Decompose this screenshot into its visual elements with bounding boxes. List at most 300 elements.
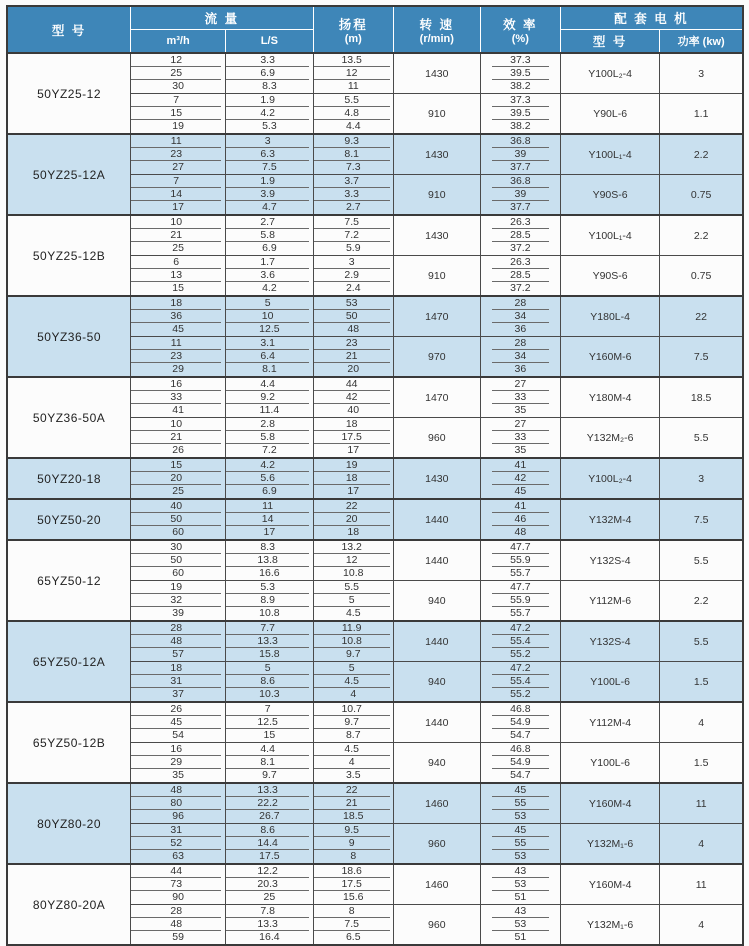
flow-ls-cell-value: 11 bbox=[226, 500, 309, 513]
flow-ls-cell-value: 26.7 bbox=[259, 810, 280, 822]
flow-m3h-cell bbox=[131, 296, 226, 310]
motor-power-cell: 2.2 bbox=[660, 215, 743, 256]
table-row bbox=[7, 53, 743, 67]
flow-ls-cell bbox=[226, 256, 314, 270]
head-cell-value: 22 bbox=[314, 500, 390, 513]
pump-model-cell: 50YZ36-50 bbox=[7, 296, 131, 377]
speed-cell: 1430 bbox=[393, 134, 480, 175]
flow-m3h-cell bbox=[131, 526, 226, 540]
flow-m3h-cell-value: 20 bbox=[131, 472, 221, 485]
head-cell-value: 40 bbox=[347, 404, 360, 416]
head-cell-value: 3.7 bbox=[314, 175, 390, 188]
head-cell-value: 10.8 bbox=[314, 635, 390, 648]
motor-power-cell: 7.5 bbox=[660, 499, 743, 540]
motor-model-cell: Y160M-4 bbox=[560, 864, 659, 905]
efficiency-cell-value: 46 bbox=[492, 513, 549, 526]
flow-m3h-cell-value: 19 bbox=[172, 120, 184, 132]
motor-model-cell: Y160M-6 bbox=[560, 337, 659, 378]
flow-ls-cell bbox=[226, 296, 314, 310]
efficiency-cell bbox=[480, 635, 560, 648]
head-cell-value: 21 bbox=[314, 350, 390, 363]
efficiency-cell-value: 27 bbox=[492, 418, 549, 431]
flow-m3h-cell bbox=[131, 431, 226, 444]
efficiency-cell-value: 35 bbox=[514, 404, 527, 416]
flow-m3h-cell-value: 25 bbox=[172, 242, 184, 254]
flow-m3h-cell-value: 60 bbox=[172, 567, 184, 579]
motor-model-cell: Y100L₂-4 bbox=[560, 458, 659, 499]
flow-m3h-cell bbox=[131, 554, 226, 567]
efficiency-cell bbox=[480, 607, 560, 621]
motor-model-cell: Y100L₂-4 bbox=[560, 53, 659, 94]
speed-cell: 1440 bbox=[393, 540, 480, 581]
efficiency-cell bbox=[480, 850, 560, 864]
efficiency-cell-value: 34 bbox=[492, 310, 549, 323]
flow-ls-cell-value: 8.1 bbox=[226, 756, 309, 769]
flow-ls-cell bbox=[226, 431, 314, 444]
motor-power-cell: 18.5 bbox=[660, 377, 743, 418]
flow-m3h-cell bbox=[131, 337, 226, 351]
speed-cell: 910 bbox=[393, 256, 480, 297]
header-motor-power bbox=[660, 30, 743, 54]
flow-m3h-cell-value: 25 bbox=[131, 67, 221, 80]
flow-ls-cell-value: 25 bbox=[263, 891, 276, 903]
flow-m3h-cell-value: 11 bbox=[131, 135, 221, 148]
flow-m3h-cell-value: 10 bbox=[131, 418, 221, 431]
flow-ls-cell-value: 2.7 bbox=[226, 216, 309, 229]
flow-ls-cell bbox=[226, 120, 314, 134]
flow-m3h-cell bbox=[131, 931, 226, 945]
efficiency-cell bbox=[480, 783, 560, 797]
head-cell bbox=[313, 554, 393, 567]
efficiency-cell-value: 26.3 bbox=[492, 216, 549, 229]
efficiency-cell bbox=[480, 444, 560, 458]
flow-m3h-cell bbox=[131, 567, 226, 581]
flow-ls-cell bbox=[226, 350, 314, 363]
pump-model-cell: 65YZ50-12A bbox=[7, 621, 131, 702]
flow-ls-cell-value: 8.1 bbox=[262, 363, 277, 375]
efficiency-cell bbox=[480, 404, 560, 418]
flow-m3h-cell bbox=[131, 621, 226, 635]
speed-cell: 970 bbox=[393, 337, 480, 378]
flow-ls-cell-value: 10.3 bbox=[259, 688, 280, 700]
flow-ls-cell-value: 10 bbox=[226, 310, 309, 323]
efficiency-cell-value: 53 bbox=[492, 918, 549, 931]
flow-m3h-cell-value: 30 bbox=[131, 541, 221, 554]
motor-model-cell: Y180M-4 bbox=[560, 377, 659, 418]
efficiency-cell-value: 33 bbox=[492, 431, 549, 444]
flow-ls-cell-value: 8.3 bbox=[262, 80, 277, 92]
flow-m3h-cell-value: 73 bbox=[131, 878, 221, 891]
efficiency-cell-value: 47.7 bbox=[492, 541, 549, 554]
flow-ls-cell-value: 3.9 bbox=[226, 188, 309, 201]
flow-ls-cell-value: 14.4 bbox=[226, 837, 309, 850]
flow-ls-cell-value: 4.2 bbox=[262, 282, 277, 294]
efficiency-cell bbox=[480, 878, 560, 891]
flow-ls-cell bbox=[226, 797, 314, 810]
flow-m3h-cell-value: 23 bbox=[131, 350, 221, 363]
flow-ls-cell bbox=[226, 716, 314, 729]
motor-power-cell: 4 bbox=[660, 905, 743, 946]
flow-m3h-cell-value: 7 bbox=[131, 94, 221, 107]
efficiency-cell bbox=[480, 215, 560, 229]
motor-power-cell: 3 bbox=[660, 53, 743, 94]
efficiency-cell-value: 55 bbox=[492, 797, 549, 810]
table-row bbox=[7, 783, 743, 797]
header-flow-m3h-label: m³/h bbox=[166, 35, 190, 47]
flow-ls-cell-value: 12.5 bbox=[259, 323, 280, 335]
motor-power-cell: 4 bbox=[660, 824, 743, 865]
flow-ls-cell-value: 11.4 bbox=[259, 404, 280, 416]
flow-m3h-cell-value: 23 bbox=[131, 148, 221, 161]
efficiency-cell-value: 28.5 bbox=[492, 229, 549, 242]
speed-cell: 1460 bbox=[393, 783, 480, 824]
efficiency-cell-value: 33 bbox=[492, 391, 549, 404]
efficiency-cell-value: 46.8 bbox=[492, 743, 549, 756]
flow-m3h-cell-value: 27 bbox=[172, 161, 184, 173]
flow-m3h-cell-value: 16 bbox=[131, 378, 221, 391]
head-cell-value: 11 bbox=[347, 80, 359, 92]
efficiency-cell-value: 37.7 bbox=[510, 201, 531, 213]
motor-model-cell: Y100L₁-4 bbox=[560, 215, 659, 256]
efficiency-cell bbox=[480, 716, 560, 729]
efficiency-cell-value: 36 bbox=[514, 363, 527, 375]
efficiency-cell bbox=[480, 526, 560, 540]
flow-ls-cell bbox=[226, 621, 314, 635]
flow-ls-cell bbox=[226, 485, 314, 499]
speed-cell: 1430 bbox=[393, 53, 480, 94]
flow-m3h-cell-value: 30 bbox=[172, 80, 184, 92]
head-cell-value: 12 bbox=[314, 554, 390, 567]
efficiency-cell bbox=[480, 594, 560, 607]
efficiency-cell-value: 55.9 bbox=[492, 594, 549, 607]
head-cell-value: 15.6 bbox=[343, 891, 364, 903]
head-cell bbox=[313, 418, 393, 432]
efficiency-cell bbox=[480, 688, 560, 702]
flow-ls-cell-value: 22.2 bbox=[226, 797, 309, 810]
flow-ls-cell bbox=[226, 810, 314, 824]
flow-m3h-cell-value: 32 bbox=[131, 594, 221, 607]
efficiency-cell bbox=[480, 337, 560, 351]
head-cell-value: 42 bbox=[314, 391, 390, 404]
flow-m3h-cell bbox=[131, 607, 226, 621]
head-cell-value: 53 bbox=[314, 297, 390, 310]
head-cell bbox=[313, 891, 393, 905]
head-cell bbox=[313, 918, 393, 931]
head-cell-value: 18 bbox=[314, 418, 390, 431]
flow-ls-cell bbox=[226, 215, 314, 229]
head-cell-value: 4.4 bbox=[345, 120, 361, 132]
efficiency-cell bbox=[480, 175, 560, 189]
efficiency-cell bbox=[480, 323, 560, 337]
flow-ls-cell bbox=[226, 905, 314, 919]
efficiency-cell bbox=[480, 431, 560, 444]
head-cell-value: 18 bbox=[314, 472, 390, 485]
flow-m3h-cell-value: 44 bbox=[131, 865, 221, 878]
pump-model-cell: 65YZ50-12 bbox=[7, 540, 131, 621]
flow-ls-cell bbox=[226, 540, 314, 554]
head-cell bbox=[313, 810, 393, 824]
efficiency-cell bbox=[480, 67, 560, 80]
efficiency-cell bbox=[480, 554, 560, 567]
flow-ls-cell-value: 5.8 bbox=[226, 431, 309, 444]
motor-power-cell: 0.75 bbox=[660, 256, 743, 297]
efficiency-cell bbox=[480, 769, 560, 783]
efficiency-cell-value: 55.4 bbox=[492, 675, 549, 688]
flow-m3h-cell bbox=[131, 756, 226, 769]
table-row bbox=[7, 458, 743, 472]
head-cell bbox=[313, 864, 393, 878]
flow-m3h-cell bbox=[131, 201, 226, 215]
head-cell-value: 4.5 bbox=[345, 607, 361, 619]
flow-ls-cell-value: 3 bbox=[226, 135, 309, 148]
efficiency-cell bbox=[480, 377, 560, 391]
flow-ls-cell-value: 7.5 bbox=[262, 161, 277, 173]
head-cell bbox=[313, 94, 393, 108]
efficiency-cell-value: 26.3 bbox=[492, 256, 549, 269]
motor-model-cell: Y132M-4 bbox=[560, 499, 659, 540]
efficiency-cell bbox=[480, 743, 560, 757]
table-row bbox=[7, 702, 743, 716]
flow-ls-cell-value: 9.7 bbox=[262, 769, 277, 781]
pump-model-cell: 50YZ25-12 bbox=[7, 53, 131, 134]
efficiency-cell-value: 42 bbox=[492, 472, 549, 485]
flow-m3h-cell bbox=[131, 716, 226, 729]
efficiency-cell bbox=[480, 120, 560, 134]
head-cell-value: 20 bbox=[314, 513, 390, 526]
head-cell bbox=[313, 797, 393, 810]
flow-ls-cell-value: 10.8 bbox=[259, 607, 280, 619]
flow-ls-cell bbox=[226, 662, 314, 676]
motor-power-cell: 5.5 bbox=[660, 540, 743, 581]
efficiency-cell bbox=[480, 824, 560, 838]
flow-ls-cell bbox=[226, 269, 314, 282]
flow-m3h-cell-value: 37 bbox=[172, 688, 184, 700]
flow-ls-cell-value: 7 bbox=[226, 703, 309, 716]
efficiency-cell-value: 41 bbox=[492, 500, 549, 513]
efficiency-cell bbox=[480, 621, 560, 635]
flow-m3h-cell-value: 45 bbox=[172, 323, 184, 335]
flow-m3h-cell bbox=[131, 581, 226, 595]
flow-m3h-cell bbox=[131, 229, 226, 242]
head-cell-value: 9.7 bbox=[314, 716, 390, 729]
flow-ls-cell-value: 14 bbox=[226, 513, 309, 526]
efficiency-cell-value: 53 bbox=[514, 810, 527, 822]
efficiency-cell-value: 39.5 bbox=[492, 67, 549, 80]
motor-power-cell: 1.1 bbox=[660, 94, 743, 135]
head-cell bbox=[313, 53, 393, 67]
efficiency-cell-value: 51 bbox=[514, 891, 527, 903]
head-cell bbox=[313, 431, 393, 444]
head-cell bbox=[313, 540, 393, 554]
head-cell bbox=[313, 161, 393, 175]
head-cell bbox=[313, 485, 393, 499]
flow-m3h-cell bbox=[131, 107, 226, 120]
head-cell-value: 2.4 bbox=[345, 282, 361, 294]
flow-ls-cell bbox=[226, 134, 314, 148]
flow-m3h-cell bbox=[131, 161, 226, 175]
flow-ls-cell bbox=[226, 161, 314, 175]
efficiency-cell-value: 55.2 bbox=[510, 648, 531, 660]
flow-m3h-cell bbox=[131, 188, 226, 201]
flow-m3h-cell-value: 26 bbox=[131, 703, 221, 716]
head-cell-value: 7.2 bbox=[314, 229, 390, 242]
head-cell bbox=[313, 607, 393, 621]
efficiency-cell bbox=[480, 837, 560, 850]
flow-ls-cell bbox=[226, 648, 314, 662]
head-cell bbox=[313, 581, 393, 595]
flow-ls-cell-value: 15 bbox=[263, 729, 276, 741]
flow-m3h-cell bbox=[131, 837, 226, 850]
flow-m3h-cell bbox=[131, 729, 226, 743]
efficiency-cell bbox=[480, 53, 560, 67]
head-cell bbox=[313, 702, 393, 716]
flow-m3h-cell-value: 21 bbox=[131, 431, 221, 444]
head-cell-value: 6.5 bbox=[345, 931, 361, 943]
head-cell bbox=[313, 769, 393, 783]
head-cell bbox=[313, 472, 393, 485]
efficiency-cell bbox=[480, 161, 560, 175]
flow-m3h-cell bbox=[131, 350, 226, 363]
flow-ls-cell bbox=[226, 783, 314, 797]
flow-ls-cell bbox=[226, 554, 314, 567]
flow-ls-cell bbox=[226, 444, 314, 458]
head-cell-value: 5 bbox=[314, 662, 390, 675]
flow-ls-cell bbox=[226, 594, 314, 607]
flow-m3h-cell-value: 6 bbox=[131, 256, 221, 269]
flow-ls-cell bbox=[226, 391, 314, 404]
speed-cell: 1470 bbox=[393, 377, 480, 418]
head-cell-value: 9.7 bbox=[345, 648, 361, 660]
pump-model-cell: 50YZ36-50A bbox=[7, 377, 131, 458]
efficiency-cell-value: 55 bbox=[492, 837, 549, 850]
pump-model-cell: 65YZ50-12B bbox=[7, 702, 131, 783]
flow-ls-cell-value: 4.2 bbox=[226, 107, 309, 120]
head-cell-value: 3.5 bbox=[345, 769, 361, 781]
flow-ls-cell bbox=[226, 635, 314, 648]
flow-m3h-cell bbox=[131, 53, 226, 67]
header-efficiency bbox=[480, 6, 560, 53]
efficiency-cell bbox=[480, 458, 560, 472]
flow-ls-cell bbox=[226, 581, 314, 595]
efficiency-cell-value: 47.2 bbox=[492, 662, 549, 675]
table-row bbox=[7, 296, 743, 310]
head-cell bbox=[313, 756, 393, 769]
flow-ls-cell bbox=[226, 404, 314, 418]
flow-ls-cell bbox=[226, 702, 314, 716]
flow-m3h-cell-value: 7 bbox=[131, 175, 221, 188]
head-cell bbox=[313, 404, 393, 418]
flow-m3h-cell-value: 14 bbox=[131, 188, 221, 201]
flow-m3h-cell bbox=[131, 702, 226, 716]
efficiency-cell bbox=[480, 567, 560, 581]
motor-power-cell: 4 bbox=[660, 702, 743, 743]
flow-m3h-cell bbox=[131, 134, 226, 148]
flow-m3h-cell-value: 57 bbox=[172, 648, 184, 660]
flow-m3h-cell bbox=[131, 743, 226, 757]
head-cell-value: 50 bbox=[314, 310, 390, 323]
head-cell-value: 17 bbox=[347, 444, 360, 456]
flow-m3h-cell bbox=[131, 688, 226, 702]
flow-m3h-cell-value: 29 bbox=[172, 363, 184, 375]
efficiency-cell bbox=[480, 648, 560, 662]
efficiency-cell-value: 45 bbox=[492, 824, 549, 837]
flow-m3h-cell bbox=[131, 662, 226, 676]
efficiency-cell bbox=[480, 94, 560, 108]
flow-ls-cell-value: 3.3 bbox=[226, 54, 309, 67]
head-cell-value: 4.5 bbox=[314, 675, 390, 688]
flow-ls-cell-value: 13.8 bbox=[226, 554, 309, 567]
motor-power-cell: 2.2 bbox=[660, 134, 743, 175]
motor-power-cell: 0.75 bbox=[660, 175, 743, 216]
head-cell bbox=[313, 824, 393, 838]
flow-m3h-cell bbox=[131, 120, 226, 134]
flow-m3h-cell-value: 50 bbox=[131, 554, 221, 567]
flow-ls-cell bbox=[226, 878, 314, 891]
flow-ls-cell bbox=[226, 418, 314, 432]
efficiency-cell bbox=[480, 296, 560, 310]
motor-model-cell: Y132M₁-6 bbox=[560, 824, 659, 865]
flow-ls-cell bbox=[226, 769, 314, 783]
head-cell bbox=[313, 256, 393, 270]
header-head bbox=[313, 6, 393, 53]
flow-ls-cell bbox=[226, 513, 314, 526]
flow-m3h-cell bbox=[131, 363, 226, 377]
speed-cell: 960 bbox=[393, 418, 480, 459]
flow-ls-cell bbox=[226, 472, 314, 485]
speed-cell: 940 bbox=[393, 581, 480, 622]
flow-m3h-cell bbox=[131, 513, 226, 526]
motor-model-cell: Y100L₁-4 bbox=[560, 134, 659, 175]
flow-ls-cell-value: 13.3 bbox=[226, 635, 309, 648]
flow-m3h-cell bbox=[131, 540, 226, 554]
flow-ls-cell bbox=[226, 756, 314, 769]
efficiency-cell bbox=[480, 729, 560, 743]
pump-model-cell: 80YZ80-20A bbox=[7, 864, 131, 945]
pump-model-cell: 50YZ25-12A bbox=[7, 134, 131, 215]
flow-ls-cell-value: 12.5 bbox=[226, 716, 309, 729]
header-efficiency-unit: (%) bbox=[511, 32, 529, 45]
efficiency-cell-value: 47.7 bbox=[492, 581, 549, 594]
efficiency-cell bbox=[480, 188, 560, 201]
flow-m3h-cell bbox=[131, 80, 226, 94]
head-cell bbox=[313, 323, 393, 337]
motor-model-cell: Y180L-4 bbox=[560, 296, 659, 337]
flow-ls-cell-value: 13.3 bbox=[226, 918, 309, 931]
pump-table-body bbox=[7, 53, 743, 945]
efficiency-cell-value: 48 bbox=[514, 526, 527, 538]
flow-ls-cell bbox=[226, 175, 314, 189]
header-flow-ls bbox=[226, 30, 314, 54]
header-motor: 配 套 电 机 bbox=[560, 6, 743, 30]
head-cell-value: 21 bbox=[314, 797, 390, 810]
head-cell bbox=[313, 269, 393, 282]
head-cell bbox=[313, 648, 393, 662]
flow-m3h-cell-value: 12 bbox=[131, 54, 221, 67]
flow-ls-cell-value: 1.9 bbox=[226, 94, 309, 107]
flow-ls-cell-value: 8.6 bbox=[226, 824, 309, 837]
efficiency-cell-value: 47.2 bbox=[492, 622, 549, 635]
flow-m3h-cell-value: 40 bbox=[131, 500, 221, 513]
flow-ls-cell-value: 5.8 bbox=[226, 229, 309, 242]
motor-model-cell: Y132M₂-6 bbox=[560, 418, 659, 459]
efficiency-cell bbox=[480, 513, 560, 526]
flow-m3h-cell bbox=[131, 797, 226, 810]
flow-m3h-cell-value: 18 bbox=[131, 662, 221, 675]
motor-model-cell: Y100L-6 bbox=[560, 662, 659, 703]
flow-ls-cell-value: 9.2 bbox=[226, 391, 309, 404]
flow-m3h-cell bbox=[131, 850, 226, 864]
flow-ls-cell bbox=[226, 526, 314, 540]
